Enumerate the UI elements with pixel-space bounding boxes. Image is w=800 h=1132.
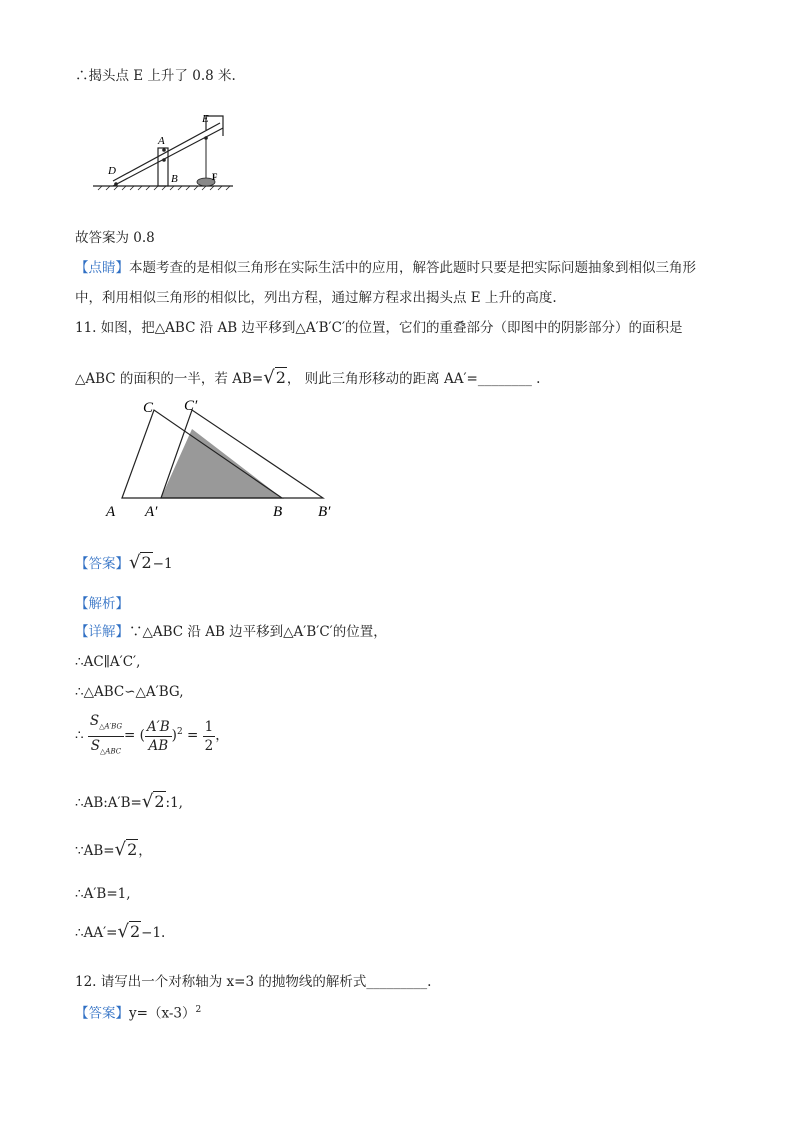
numerator: A′B xyxy=(146,718,170,735)
text-line xyxy=(75,258,696,278)
text-span: ， xyxy=(215,727,229,744)
area-ratio xyxy=(88,712,124,760)
jiexi-tag: 【解析】 xyxy=(75,596,129,612)
dianjing-tag: 【点睛】 xyxy=(75,260,129,276)
text-span: ∵AB= xyxy=(75,843,115,859)
fraction-line xyxy=(75,712,229,760)
denominator: 2 xyxy=(204,737,214,754)
subscript: △ABC xyxy=(100,747,122,756)
text-line: 中，利用相似三角形的相似比，列出方程，通过解方程求出揭头点 E 上升的高度. xyxy=(75,290,557,306)
triangle-figure xyxy=(100,400,360,525)
label-a: A xyxy=(158,135,165,147)
radical-sign: √ xyxy=(117,921,129,942)
text-line xyxy=(75,368,540,389)
sqrt-two xyxy=(129,553,153,573)
radicand: 2 xyxy=(129,922,141,941)
text-line xyxy=(75,922,165,943)
s-symbol: S xyxy=(90,737,101,754)
label-b: B xyxy=(171,173,178,185)
radical-sign: √ xyxy=(141,791,154,812)
text-line: ∴A′B=1, xyxy=(75,886,131,902)
label-c: C xyxy=(143,400,154,416)
answer-12 xyxy=(75,1000,201,1024)
text-span: −1. xyxy=(141,925,166,941)
text-span: y=（x-3） xyxy=(129,1005,196,1022)
text-line: ∴△ABC∽△A′BG, xyxy=(75,684,184,700)
text-span: ， xyxy=(138,843,152,859)
text-line: 故答案为 0.8 xyxy=(75,230,155,246)
radical-sign: √ xyxy=(114,839,127,860)
question-12: 12. 请写出一个对称轴为 x=3 的抛物线的解析式_________. xyxy=(75,974,432,990)
therefore-sign: ∴ xyxy=(75,727,84,744)
text-span: △ABC 的面积的一半，若 AB= xyxy=(75,371,264,387)
label-f: F xyxy=(212,172,218,182)
subscript: △A′BG xyxy=(99,722,123,731)
text-span: = xyxy=(182,727,203,744)
text-line xyxy=(75,840,152,861)
radicand: 2 xyxy=(154,792,165,811)
answer-tag: 【答案】 xyxy=(75,1005,129,1022)
text-span: −1 xyxy=(152,556,173,572)
radicand: 2 xyxy=(275,368,286,387)
text-span: = ( xyxy=(124,727,145,744)
radical-sign: √ xyxy=(263,367,275,388)
label-c-prime: C′ xyxy=(184,400,198,414)
text-line xyxy=(75,792,183,813)
sqrt-two xyxy=(117,922,141,942)
answer-11 xyxy=(75,553,173,574)
exponent: 2 xyxy=(195,1005,202,1015)
label-b-prime: B′ xyxy=(318,504,331,520)
sqrt-two xyxy=(142,792,166,812)
text-span: ∴AB:A′B= xyxy=(75,795,142,811)
radicand: 2 xyxy=(127,840,138,859)
answer-tag: 【答案】 xyxy=(75,556,129,572)
label-a-prime: A′ xyxy=(145,504,158,520)
text-span: ∵△ABC 沿 AB 边平移到△A′B′C′的位置， xyxy=(129,624,387,640)
label-b: B xyxy=(273,504,283,520)
text-span: :1, xyxy=(165,795,183,811)
label-d: D xyxy=(108,165,116,177)
label-a: A xyxy=(106,504,116,520)
label-e: E xyxy=(202,113,209,125)
text-line: ∴揭头点 E 上升了 0.8 米. xyxy=(75,68,236,84)
sqrt-two xyxy=(263,368,287,388)
radicand: 2 xyxy=(141,553,152,572)
s-symbol: S xyxy=(89,713,100,729)
numerator: 1 xyxy=(204,718,214,735)
text-span: ∴AA′= xyxy=(75,925,118,941)
text-span: 本题考查的是相似三角形在实际生活中的应用，解答此题时只要是把实际问题抽象到相似三角形 xyxy=(129,260,696,276)
exponent: 2 xyxy=(176,727,183,738)
text-line xyxy=(75,622,387,642)
denominator: AB xyxy=(148,737,169,754)
side-ratio xyxy=(145,718,172,755)
text-span: ) xyxy=(171,727,177,744)
question-11: 11. 如图，把△ABC 沿 AB 边平移到△A′B′C′的位置，它们的重叠部分（即图中的阴影部分）的面积是 xyxy=(75,320,683,336)
radical-sign: √ xyxy=(129,552,141,573)
lever-figure xyxy=(88,108,238,193)
xiangjie-tag: 【详解】 xyxy=(75,624,129,640)
text-span: ， 则此三角形移动的距离 AA′=________ . xyxy=(286,371,541,387)
sqrt-two xyxy=(115,840,139,860)
half-fraction xyxy=(203,718,216,755)
text-line: ∴AC∥A′C′, xyxy=(75,654,141,670)
